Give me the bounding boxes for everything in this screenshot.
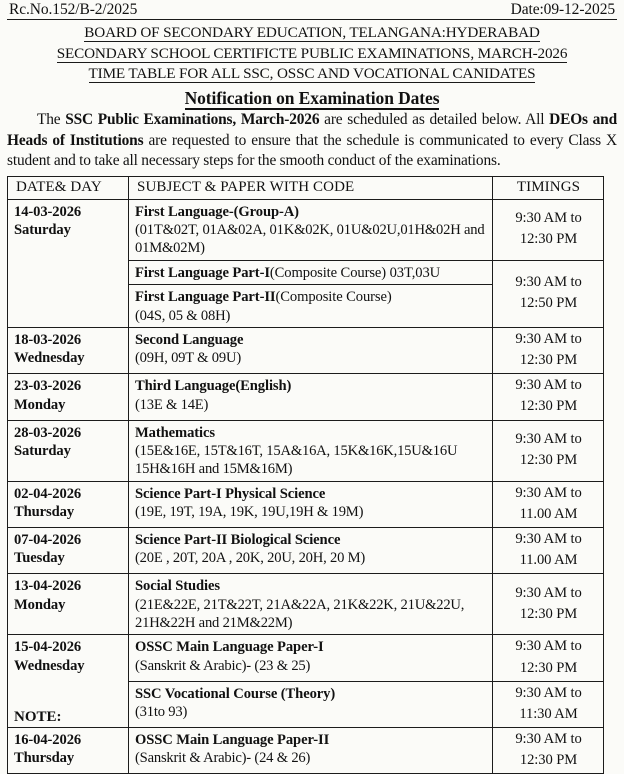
notification-title: Notification on Examination Dates xyxy=(184,88,440,109)
exam-day: Monday xyxy=(14,596,66,613)
para-bold-officials: DEOs and Heads of Institutions xyxy=(7,111,617,149)
time-to: 11.00 AM xyxy=(519,505,578,522)
subject-codes: (21E&22E, 21T&22T, 21A&22A, 21K&22K, 21U&22U, 21H&22H and 21M&22M) xyxy=(135,596,465,632)
cell-timings xyxy=(493,635,604,681)
time-from: 9:30 AM to xyxy=(515,210,582,227)
table-header-row xyxy=(8,176,604,199)
exam-date: 16-04-2026 xyxy=(14,732,82,749)
subject-title: OSSC Main Language Paper-I xyxy=(135,639,324,656)
subject-codes: (15E&16E, 15T&16T, 15A&16A, 15K&16K,15U&16U 15H&16H and 15M&16M) xyxy=(135,442,458,478)
time-to: 12:30 PM xyxy=(519,605,578,622)
time-from: 9:30 AM to xyxy=(515,430,582,447)
cell-date xyxy=(8,420,129,481)
cell-timings xyxy=(493,574,604,635)
reference-number: Rc.No.152/B-2/2025 xyxy=(9,1,138,18)
cell-subject xyxy=(129,635,493,681)
exam-date: 18-03-2026 xyxy=(14,331,82,348)
subject-codes: (19E, 19T, 19A, 19K, 19U,19H & 19M) xyxy=(135,504,364,521)
subject-title: OSSC Main Language Paper-II xyxy=(135,732,330,749)
table-row xyxy=(8,374,604,420)
subject-title: Social Studies xyxy=(135,578,220,595)
time-to: 12:50 PM xyxy=(519,295,578,312)
table-row xyxy=(8,528,604,574)
subject-codes: (09H, 09T & 09U) xyxy=(135,350,241,367)
cell-subject xyxy=(129,199,493,260)
time-to: 12:30 PM xyxy=(519,752,578,769)
subject-title: Science Part-I Physical Science xyxy=(135,485,326,502)
heading-timetable-scope: TIME TABLE FOR ALL SSC, OSSC AND VOCATIONAL CANIDATES xyxy=(88,64,536,82)
cell-timings xyxy=(493,528,604,574)
table-row xyxy=(8,420,604,481)
table-row xyxy=(8,327,604,373)
notification-paragraph xyxy=(7,110,617,171)
exam-day: Thursday xyxy=(14,750,75,767)
time-to: 12:30 PM xyxy=(519,398,578,415)
table-row xyxy=(8,199,604,260)
time-to: 12:30 PM xyxy=(519,659,578,676)
subject-title: Science Part-II Biological Science xyxy=(135,532,341,548)
subject-codes: (13E & 14E) xyxy=(135,396,209,413)
exam-day: Saturday xyxy=(14,222,71,239)
cell-subject xyxy=(129,285,493,328)
subject-title: SSC Vocational Course (Theory) xyxy=(135,685,336,702)
cell-timings xyxy=(493,420,604,481)
time-from: 9:30 AM to xyxy=(515,684,582,701)
cell-date xyxy=(8,528,129,574)
cell-timings xyxy=(493,374,604,420)
subject-codes: (Sanskrit & Arabic)- (24 & 26) xyxy=(135,750,311,767)
time-from: 9:30 AM to xyxy=(515,330,582,347)
exam-date: 28-03-2026 xyxy=(14,424,82,441)
column-header-date: DATE& DAY xyxy=(8,176,129,199)
cell-timings xyxy=(493,199,604,260)
subject-title-suffix: (Composite Course) 03T,03U xyxy=(269,264,441,281)
para-text-2: are scheduled as detailed below. All xyxy=(319,111,550,129)
cell-date xyxy=(8,574,129,635)
time-from: 9:30 AM to xyxy=(515,731,582,748)
subject-title: First Language Part-II(Composite Course) xyxy=(135,289,392,306)
time-from: 9:30 AM to xyxy=(515,377,582,394)
column-header-timings: TIMINGS xyxy=(493,176,604,199)
subject-title-suffix: (Composite Course) xyxy=(275,289,392,306)
cell-timings xyxy=(493,260,604,327)
subject-codes: (01T&02T, 01A&02A, 01K&02K, 01U&02U,01H&02H and 01M&02M) xyxy=(135,222,485,257)
exam-day: Saturday xyxy=(14,442,71,459)
table-body xyxy=(8,199,604,774)
exam-date: 07-04-2026 xyxy=(14,532,82,548)
cell-subject xyxy=(129,574,493,635)
time-from: 9:30 AM to xyxy=(515,484,582,501)
cell-date xyxy=(8,199,129,327)
reference-line xyxy=(7,0,617,20)
time-from: 9:30 AM to xyxy=(515,274,582,291)
document-heading-block xyxy=(7,23,617,84)
time-to: 12:30 PM xyxy=(519,231,578,248)
subject-codes: (Sanskrit & Arabic)- (23 & 25) xyxy=(135,657,311,674)
cell-subject xyxy=(129,481,493,527)
cell-timings xyxy=(493,481,604,527)
para-bold-exam-name: SSC Public Examinations, March-2026 xyxy=(65,111,320,129)
cell-subject xyxy=(129,681,493,727)
exam-date: 02-04-2026 xyxy=(14,485,82,502)
exam-day: Wednesday xyxy=(14,350,85,367)
cell-timings xyxy=(493,728,604,774)
cell-subject xyxy=(129,260,493,284)
cell-subject xyxy=(129,728,493,774)
exam-date: 13-04-2026 xyxy=(14,578,82,595)
exam-day: Monday xyxy=(14,396,66,413)
time-from: 9:30 AM to xyxy=(515,531,582,547)
cell-date xyxy=(8,374,129,420)
cell-subject xyxy=(129,528,493,574)
note-label: NOTE: xyxy=(14,709,62,725)
subject-title: Second Language xyxy=(135,331,244,348)
subject-title: First Language Part-I(Composite Course) 03T,03U xyxy=(135,264,441,281)
cell-subject xyxy=(129,420,493,481)
cell-subject xyxy=(129,327,493,373)
para-text-3: are requested to ensure that the schedule is communicated to every Class X student and to take all necessary steps for the smooth conduct of the examinations. xyxy=(7,131,617,170)
time-to: 12:30 PM xyxy=(519,452,578,469)
exam-date: 14-03-2026 xyxy=(14,203,82,220)
subject-codes: (20E , 20T, 20A , 20K, 20U, 20H, 20 M) xyxy=(135,550,366,567)
cell-date xyxy=(8,481,129,527)
cell-date xyxy=(8,327,129,373)
table-row xyxy=(8,574,604,635)
time-from: 9:30 AM to xyxy=(515,638,582,655)
table-row xyxy=(8,728,604,774)
exam-day: Wednesday xyxy=(14,657,85,674)
table-header xyxy=(8,176,604,199)
table-row xyxy=(8,481,604,527)
time-to: 12:30 PM xyxy=(519,352,578,369)
cell-timings xyxy=(493,327,604,373)
subject-codes: (04S, 05 & 08H) xyxy=(135,307,231,324)
para-text-1: The xyxy=(37,111,66,129)
heading-board-name: BOARD OF SECONDARY EDUCATION, TELANGANA:HYDERABAD xyxy=(84,24,540,42)
exam-date: 23-03-2026 xyxy=(14,378,82,395)
time-to: 11.00 AM xyxy=(519,552,578,569)
subject-title: Mathematics xyxy=(135,424,215,441)
time-from: 9:30 AM to xyxy=(515,584,582,601)
heading-exam-name: SECONDARY SCHOOL CERTIFICTE PUBLIC EXAMINATIONS, MARCH-2026 xyxy=(56,44,568,62)
cell-timings xyxy=(493,681,604,727)
reference-date: Date:09-12-2025 xyxy=(510,1,615,18)
exam-date: 15-04-2026 xyxy=(14,639,82,656)
time-to: 11:30 AM xyxy=(519,705,578,722)
subject-codes: (31to 93) xyxy=(135,704,188,721)
cell-date xyxy=(8,728,129,774)
subject-title: First Language-(Group-A) xyxy=(135,203,299,220)
cell-subject xyxy=(129,374,493,420)
subject-title: Third Language(English) xyxy=(135,378,292,395)
exam-timetable xyxy=(7,176,604,774)
exam-day: Tuesday xyxy=(14,550,65,567)
exam-day: Thursday xyxy=(14,504,75,521)
table-row xyxy=(8,635,604,681)
column-header-subject: SUBJECT & PAPER WITH CODE xyxy=(129,176,493,199)
